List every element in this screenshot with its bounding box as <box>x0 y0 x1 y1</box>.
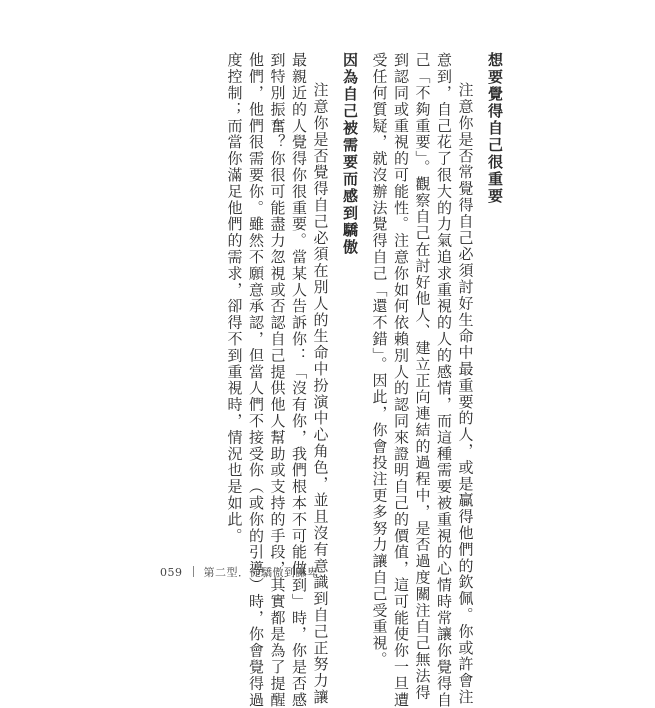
paragraph-line: 意到，自己花了很大的力氣追求重視的人的感情，而這種需要被重視的心情時常讓你覺得自 <box>435 52 453 708</box>
paragraph-line: 到認同或重視的可能性。注意你如何依賴別人的認同來證明自己的價值，這可能使你一旦遭 <box>392 52 410 708</box>
section-heading-1: 想要覺得自己很重要 <box>486 52 504 205</box>
page-footer <box>160 564 319 580</box>
paragraph-line: 他們，他們很需要你。雖然不願意承認，但當人們不接受你（或你的引導）時，你會覺得過 <box>247 52 265 708</box>
page-number: 059 <box>160 566 183 579</box>
chapter-title: 第二型．從驕傲到謙卑 <box>203 566 319 579</box>
paragraph-line: 受任何質疑，就沒辦法覺得自己「還不錯」。因此，你會投注更多努力讓自己受重視。 <box>370 52 389 668</box>
paragraph-line: 注意你是否覺得自己必須在別人的生命中扮演中心角色，並且沒有意識到自己正努力讓 <box>311 82 330 706</box>
footer-divider <box>193 566 194 577</box>
paragraph-line: 度控制；而當你滿足他們的需求，卻得不到重視時，情況也是如此。 <box>225 52 244 544</box>
paragraph-line: 己「不夠重要」。觀察自己在討好他人、建立正向連結的過程中，是否過度關注自己無法得 <box>413 52 432 701</box>
paragraph-line: 到特別振奮？你很可能盡力忽視或否認自己提供他人幫助或支持的手段，其實都是為了提醒 <box>268 52 287 708</box>
paragraph-line: 最親近的人覺得你很重要。當某人告訴你：「沒有你，我們根本不可能做到」時，你是否感 <box>290 52 308 708</box>
paragraph-line: 注意你是否常覺得自己必須討好生命中最重要的人，或是贏得他們的欽佩。你或許會注 <box>456 82 475 706</box>
section-heading-2: 因為自己被需要而感到驕傲 <box>341 52 359 256</box>
